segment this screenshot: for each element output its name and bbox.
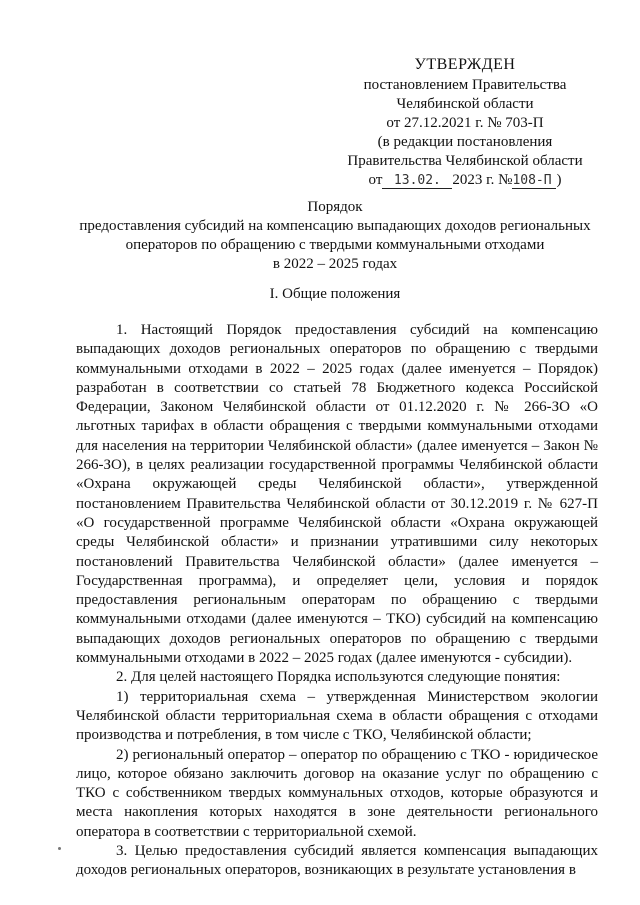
edit-number-handwritten: 108-П <box>512 173 556 189</box>
edit-date-handwritten: 13.02. <box>382 173 452 189</box>
paragraph-4: 2) региональный оператор – оператор по обращению с ТКО - юридическое лицо, которое обязано заключить договор на оказание услуг по обращению с ТКО с собственником твердых коммунальных отходов, которые образуются и места накопления которых находятся в зоне деятельности регионального оператора в соответствии с территориальной схемой. <box>76 746 598 840</box>
approval-title: УТВЕРЖДЕН <box>414 56 516 73</box>
edit-year: 2023 г. № <box>452 172 513 188</box>
paragraph-3: 1) территориальная схема – утвержденная Министерством экологии Челябинской области территориальная схема в области обращения с отходами производства и потребления, в том числе с ТКО, Челябинской области; <box>76 688 598 744</box>
section-heading: I. Общие положения <box>269 286 401 302</box>
approval-line-4: (в редакции постановления <box>377 134 553 150</box>
approval-stamp <box>340 55 590 190</box>
document-title <box>70 198 600 274</box>
edit-suffix: ) <box>556 172 562 188</box>
approval-line-1: постановлением Правительства <box>363 77 567 93</box>
approval-edit-line <box>340 171 590 190</box>
scan-artifact <box>58 847 61 850</box>
paragraph-2: 2. Для целей настоящего Порядка используются следующие понятия: <box>116 669 561 686</box>
approval-line-2: Челябинской области <box>396 96 534 112</box>
edit-prefix: от <box>368 172 383 188</box>
approval-line-5: Правительства Челябинской области <box>347 153 583 169</box>
paragraph-1: 1. Настоящий Порядок предоставления субсидий на компенсацию выпадающих доходов региональных операторов по обращению с твердыми коммунальными отходами в 2022 – 2025 годах (далее именуется – Порядок) разработан в соответствии со статьей 78 Бюджетного кодекса Российской Федерации, Законом Челябинской области от 01.12.2020 г. № 266-ЗО «О льготных тарифах в области обращения с твердыми коммунальными отходами для населения на территории Челябинской области» (далее именуется – Закон № 266-ЗО), в целях реализации государственной программы Челябинской области «Охрана окружающей среды Челябинской области», утвержденной постановлением Правительства Челябинской области от 30.12.2019 г. № 627-П «О государственной программе Челябинской области «Охрана окружающей среды Челябинской области» и признании утратившими силу некоторых постановлений Правительства Челябинской области» (далее именуется – Государственная программа), и определяет цели, условия и порядок предоставления региональным операторам по обращению с твердыми коммунальными отходами (далее именуются – ТКО) субсидий на компенсацию выпадающих доходов региональных операторов по обращению с твердыми коммунальными отходами в 2022 – 2025 годах (далее именуются - субсидии). <box>76 322 598 667</box>
title-line-1: Порядок <box>307 199 363 215</box>
paragraph-5: 3. Целью предоставления субсидий является компенсация выпадающих доходов региональных операторов, возникающих в результате установления в <box>76 843 598 879</box>
title-line-2: предоставления субсидий на компенсацию выпадающих доходов региональных операторов по обращению с твердыми коммунальными отходами <box>79 218 591 253</box>
title-line-3: в 2022 – 2025 годах <box>272 256 398 272</box>
approval-line-3: от 27.12.2021 г. № 703-П <box>386 115 544 131</box>
document-body <box>76 321 598 881</box>
